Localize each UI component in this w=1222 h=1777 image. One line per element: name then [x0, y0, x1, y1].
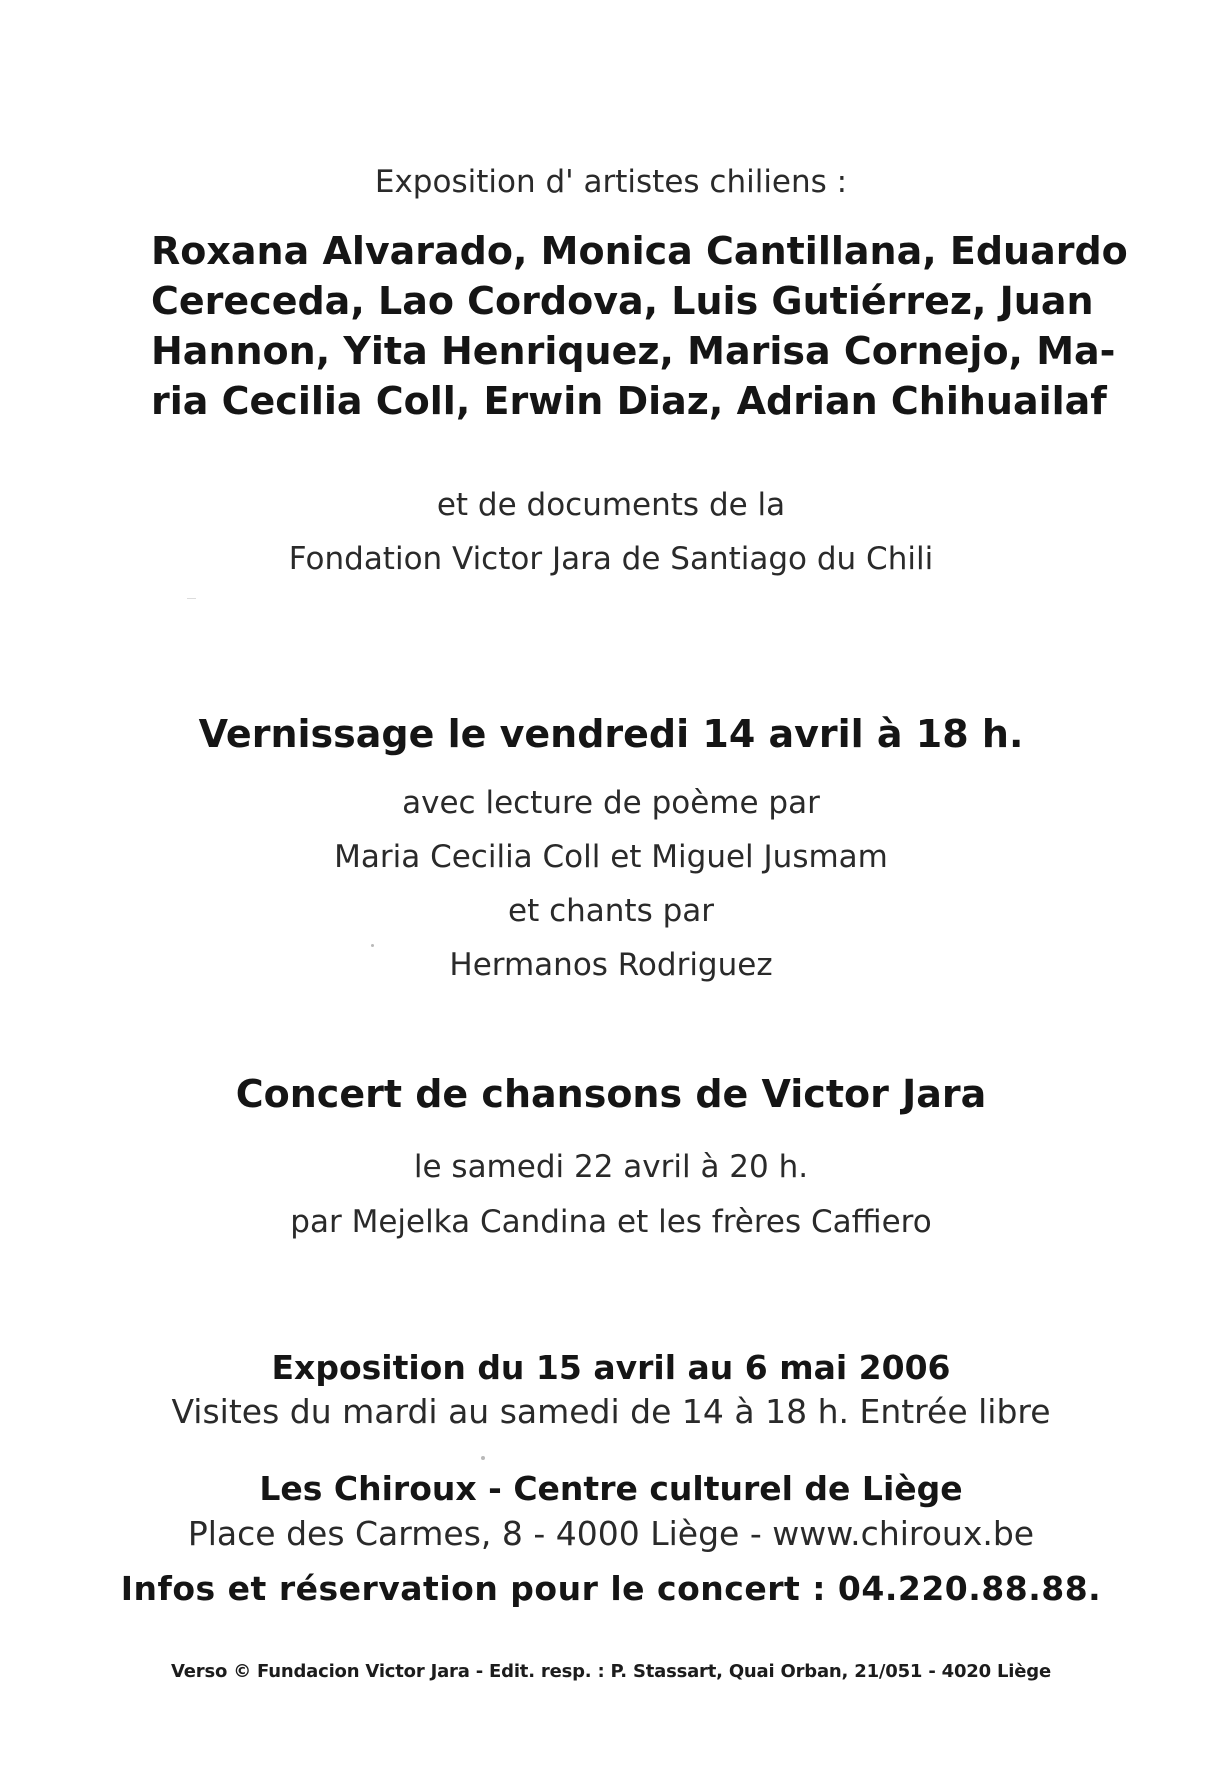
exhibition-dates [0, 1348, 1222, 1387]
reservation-info [0, 1569, 1222, 1608]
vernissage-readers: Maria Cecilia Coll et Miguel Jusmam [334, 839, 888, 875]
venue-address [0, 1514, 1222, 1553]
exhibition-dates-text: Exposition du 15 avril au 6 mai 2006 [271, 1348, 951, 1387]
visiting-hours-text: Visites du mardi au samedi de 14 à 18 h. Entrée libre [171, 1392, 1051, 1431]
vernissage-songs-line: et chants par [508, 893, 714, 929]
vernissage-heading-text: Vernissage le vendredi 14 avril à 18 h. [198, 712, 1024, 756]
reservation-info-text: Infos et réservation pour le concert : 04.220.88.88. [120, 1569, 1102, 1608]
publisher-footer [0, 1661, 1222, 1682]
publisher-footer-text: Verso © Fundacion Victor Jara - Edit. resp. : P. Stassart, Quai Orban, 21/051 - 4020 Liège [171, 1661, 1051, 1682]
paper-speck [481, 1456, 485, 1460]
artist-list [151, 226, 1128, 426]
artist-list-line: ria Cecilia Coll, Erwin Diaz, Adrian Chihuailaf [151, 379, 1107, 423]
concert-performers: par Mejelka Candina et les frères Caffiero [290, 1204, 932, 1240]
documents-line: et de documents de la [436, 487, 786, 523]
venue-address-text: Place des Carmes, 8 - 4000 Liège - www.chiroux.be [187, 1514, 1035, 1553]
vernissage-singers: Hermanos Rodriguez [449, 947, 773, 983]
concert-date: le samedi 22 avril à 20 h. [413, 1149, 809, 1185]
vernissage-reading-line: avec lecture de poème par [402, 785, 820, 821]
artist-list-line: Hannon, Yita Henriquez, Marisa Cornejo, Ma- [151, 329, 1116, 373]
documents-notice [0, 478, 1222, 586]
exhibition-intro-text: Exposition d' artistes chiliens : [374, 164, 848, 200]
vernissage-details [0, 776, 1222, 992]
visiting-hours [0, 1392, 1222, 1431]
foundation-name: Fondation Victor Jara de Santiago du Chili [288, 541, 934, 577]
venue-name-text: Les Chiroux - Centre culturel de Liège [259, 1469, 963, 1508]
concert-heading-text: Concert de chansons de Victor Jara [235, 1072, 987, 1116]
concert-heading [0, 1072, 1222, 1116]
vernissage-heading [0, 712, 1222, 756]
venue-name [0, 1469, 1222, 1508]
paper-speck [371, 944, 374, 947]
concert-details [0, 1140, 1222, 1250]
paper-speck [187, 598, 196, 599]
artist-list-line: Cereceda, Lao Cordova, Luis Gutiérrez, Juan [151, 279, 1094, 323]
artist-list-line: Roxana Alvarado, Monica Cantillana, Eduardo [151, 229, 1128, 273]
exhibition-intro [0, 164, 1222, 200]
